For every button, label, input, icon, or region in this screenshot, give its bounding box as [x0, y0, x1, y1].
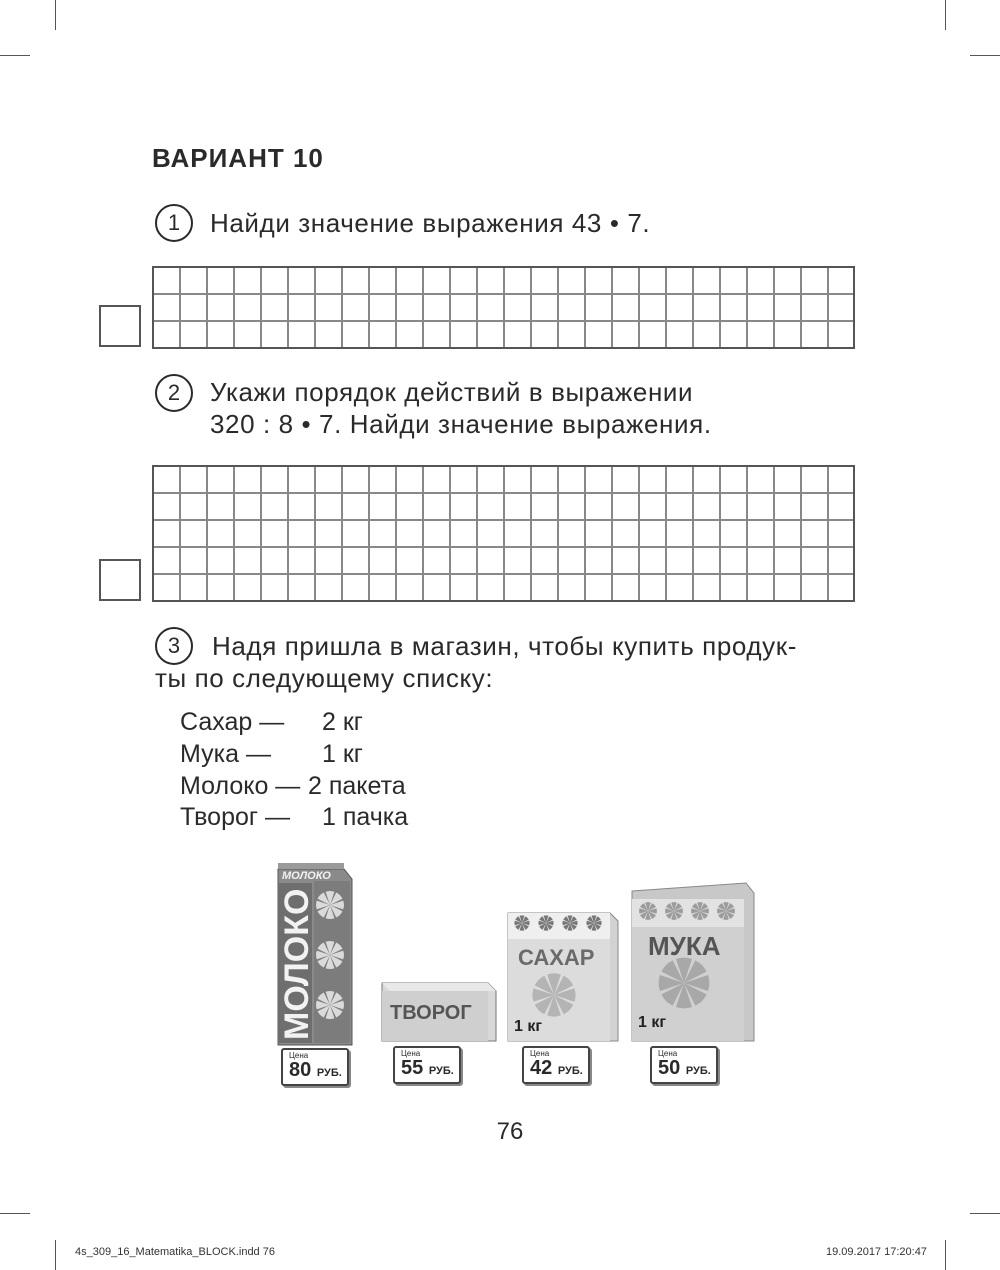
footer-timestamp: 19.09.2017 17:20:47	[826, 1246, 927, 1258]
score-box-1[interactable]	[99, 305, 141, 347]
price-tag-sugar	[522, 1046, 590, 1084]
task-3-line-2: ты по следующему списку:	[155, 663, 494, 693]
page-number: 76	[496, 1118, 524, 1145]
crop-mark	[945, 1240, 946, 1270]
list-item-qty: 2 кг	[322, 708, 363, 736]
crop-mark	[0, 1213, 30, 1214]
list-item-name: Молоко —	[180, 772, 301, 800]
price-value: 50	[658, 1057, 681, 1079]
crop-mark	[0, 55, 30, 56]
price-tag-milk	[281, 1048, 349, 1086]
flour-weight: 1 кг	[638, 1014, 667, 1031]
products-illustration	[270, 855, 770, 1055]
price-value: 55	[401, 1057, 424, 1079]
task-1-text: Найди значение выражения 43 • 7.	[210, 208, 651, 238]
sugar-label: САХАР	[518, 945, 595, 970]
list-item	[180, 772, 406, 801]
task-3-number: 3	[155, 627, 193, 665]
list-item-name: Мука —	[180, 740, 271, 768]
milk-top-label: МОЛОКО	[282, 870, 331, 882]
task-3-line-1: Надя пришла в магазин, чтобы купить продук-	[212, 631, 797, 661]
price-tag-cottage-cheese	[393, 1046, 461, 1084]
crop-mark	[970, 55, 1000, 56]
price-value: 80	[289, 1059, 312, 1081]
crop-mark	[55, 0, 56, 30]
price-value: 42	[530, 1057, 553, 1079]
sugar-weight: 1 кг	[514, 1018, 543, 1035]
flour-label: МУКА	[648, 931, 721, 961]
flour-bag	[632, 883, 754, 1041]
list-item-name: Творог —	[180, 803, 290, 831]
list-item-name: Сахар —	[180, 708, 285, 736]
price-currency: РУБ.	[557, 1065, 583, 1077]
cottage-cheese-label: ТВОРОГ	[390, 1002, 472, 1024]
price-currency: РУБ.	[685, 1065, 711, 1077]
price-tag-flour	[650, 1046, 718, 1084]
task-2-line-1: Укажи порядок действий в выражении	[210, 377, 694, 407]
task-2-line-2: 320 : 8 • 7. Найди значение выражения.	[210, 409, 712, 439]
milk-carton	[278, 863, 352, 1045]
list-item-qty: 1 кг	[322, 740, 363, 768]
crop-mark	[945, 0, 946, 30]
milk-label: МОЛОКО	[278, 888, 316, 1040]
price-caption: Цена	[530, 1049, 550, 1058]
list-item	[180, 708, 363, 737]
crop-mark	[55, 1240, 56, 1270]
task-2-number: 2	[155, 374, 193, 412]
crop-mark	[970, 1213, 1000, 1214]
answer-grid-1[interactable]	[152, 266, 855, 349]
sugar-bag	[508, 913, 618, 1041]
list-item	[180, 803, 408, 832]
price-caption: Цена	[658, 1049, 678, 1058]
cottage-cheese-box	[382, 983, 496, 1041]
price-currency: РУБ.	[316, 1067, 342, 1079]
list-item-qty: 1 пачка	[322, 803, 409, 831]
list-item	[180, 740, 363, 769]
task-1-number: 1	[155, 204, 193, 242]
answer-grid-2[interactable]	[152, 465, 855, 602]
list-item-qty: 2 пакета	[308, 772, 406, 800]
variant-title: ВАРИАНТ 10	[152, 143, 324, 173]
footer-file: 4s_309_16_Matematika_BLOCK.indd 76	[75, 1246, 275, 1258]
score-box-2[interactable]	[99, 559, 141, 601]
price-currency: РУБ.	[428, 1065, 454, 1077]
price-caption: Цена	[401, 1049, 421, 1058]
price-caption: Цена	[289, 1051, 309, 1060]
